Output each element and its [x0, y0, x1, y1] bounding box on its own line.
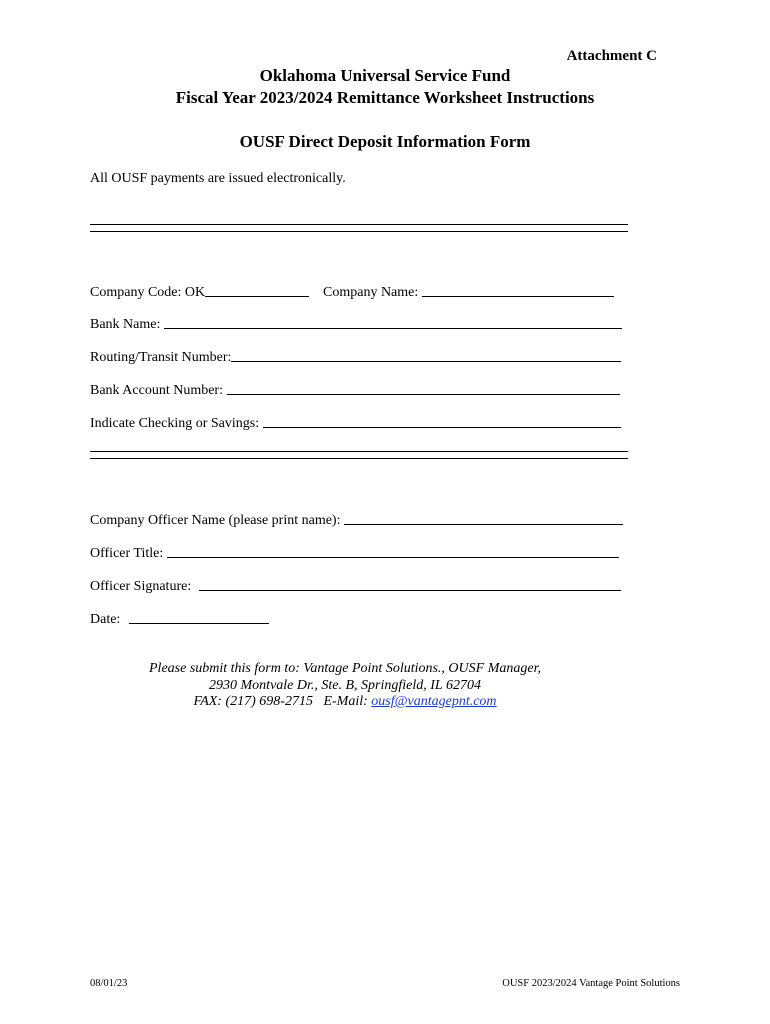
- submit-address: 2930 Montvale Dr., Ste. B, Springfield, IL 62704: [209, 678, 481, 693]
- company-name-field[interactable]: [323, 285, 614, 301]
- checking-savings-blank[interactable]: [263, 426, 621, 428]
- email-link[interactable]: ousf@vantagepnt.com: [371, 694, 497, 709]
- bank-name-label: Bank Name:: [90, 317, 161, 332]
- date-label: Date:: [90, 612, 121, 627]
- company-code-field[interactable]: [90, 285, 309, 301]
- bank-name-field[interactable]: [90, 317, 622, 333]
- company-code-blank[interactable]: [205, 295, 309, 297]
- form-title: OUSF Direct Deposit Information Form: [239, 132, 531, 151]
- company-name-blank[interactable]: [422, 295, 614, 297]
- officer-title-label: Officer Title:: [90, 546, 164, 561]
- officer-title-field[interactable]: [90, 546, 619, 562]
- account-number-field[interactable]: [90, 383, 620, 399]
- date-blank[interactable]: [129, 622, 269, 624]
- double-rule-top: [90, 224, 628, 232]
- officer-signature-label: Officer Signature:: [90, 579, 192, 594]
- double-rule-bottom: [90, 451, 628, 459]
- fax-text: FAX: (217) 698-2715 E-Mail:: [193, 694, 372, 709]
- routing-number-label: Routing/Transit Number:: [90, 350, 232, 365]
- routing-number-blank[interactable]: [231, 360, 621, 362]
- attachment-label: Attachment C: [566, 48, 657, 64]
- checking-savings-label: Indicate Checking or Savings:: [90, 416, 260, 431]
- intro-text: All OUSF payments are issued electronically.: [90, 171, 346, 186]
- submit-contact: [0, 694, 730, 710]
- routing-number-field[interactable]: [90, 350, 621, 366]
- footer-date: 08/01/23: [90, 978, 128, 989]
- document-title: Oklahoma Universal Service Fund: [259, 66, 511, 85]
- submit-instructions-line1: Please submit this form to: Vantage Point Solutions., OUSF Manager,: [149, 661, 541, 676]
- company-code-label: Company Code: OK: [90, 285, 206, 300]
- date-field[interactable]: [90, 612, 269, 628]
- bank-name-blank[interactable]: [164, 327, 622, 329]
- officer-title-blank[interactable]: [167, 556, 619, 558]
- officer-signature-field[interactable]: [90, 579, 621, 595]
- document-subtitle: Fiscal Year 2023/2024 Remittance Worksheet Instructions: [175, 88, 595, 107]
- checking-savings-field[interactable]: [90, 416, 621, 432]
- company-name-label: Company Name:: [323, 285, 419, 300]
- footer-source: OUSF 2023/2024 Vantage Point Solutions: [502, 978, 680, 989]
- account-number-blank[interactable]: [227, 393, 620, 395]
- account-number-label: Bank Account Number:: [90, 383, 223, 398]
- officer-name-blank[interactable]: [344, 523, 623, 525]
- officer-name-label: Company Officer Name (please print name):: [90, 513, 341, 528]
- officer-name-field[interactable]: [90, 513, 623, 529]
- officer-signature-blank[interactable]: [199, 589, 621, 591]
